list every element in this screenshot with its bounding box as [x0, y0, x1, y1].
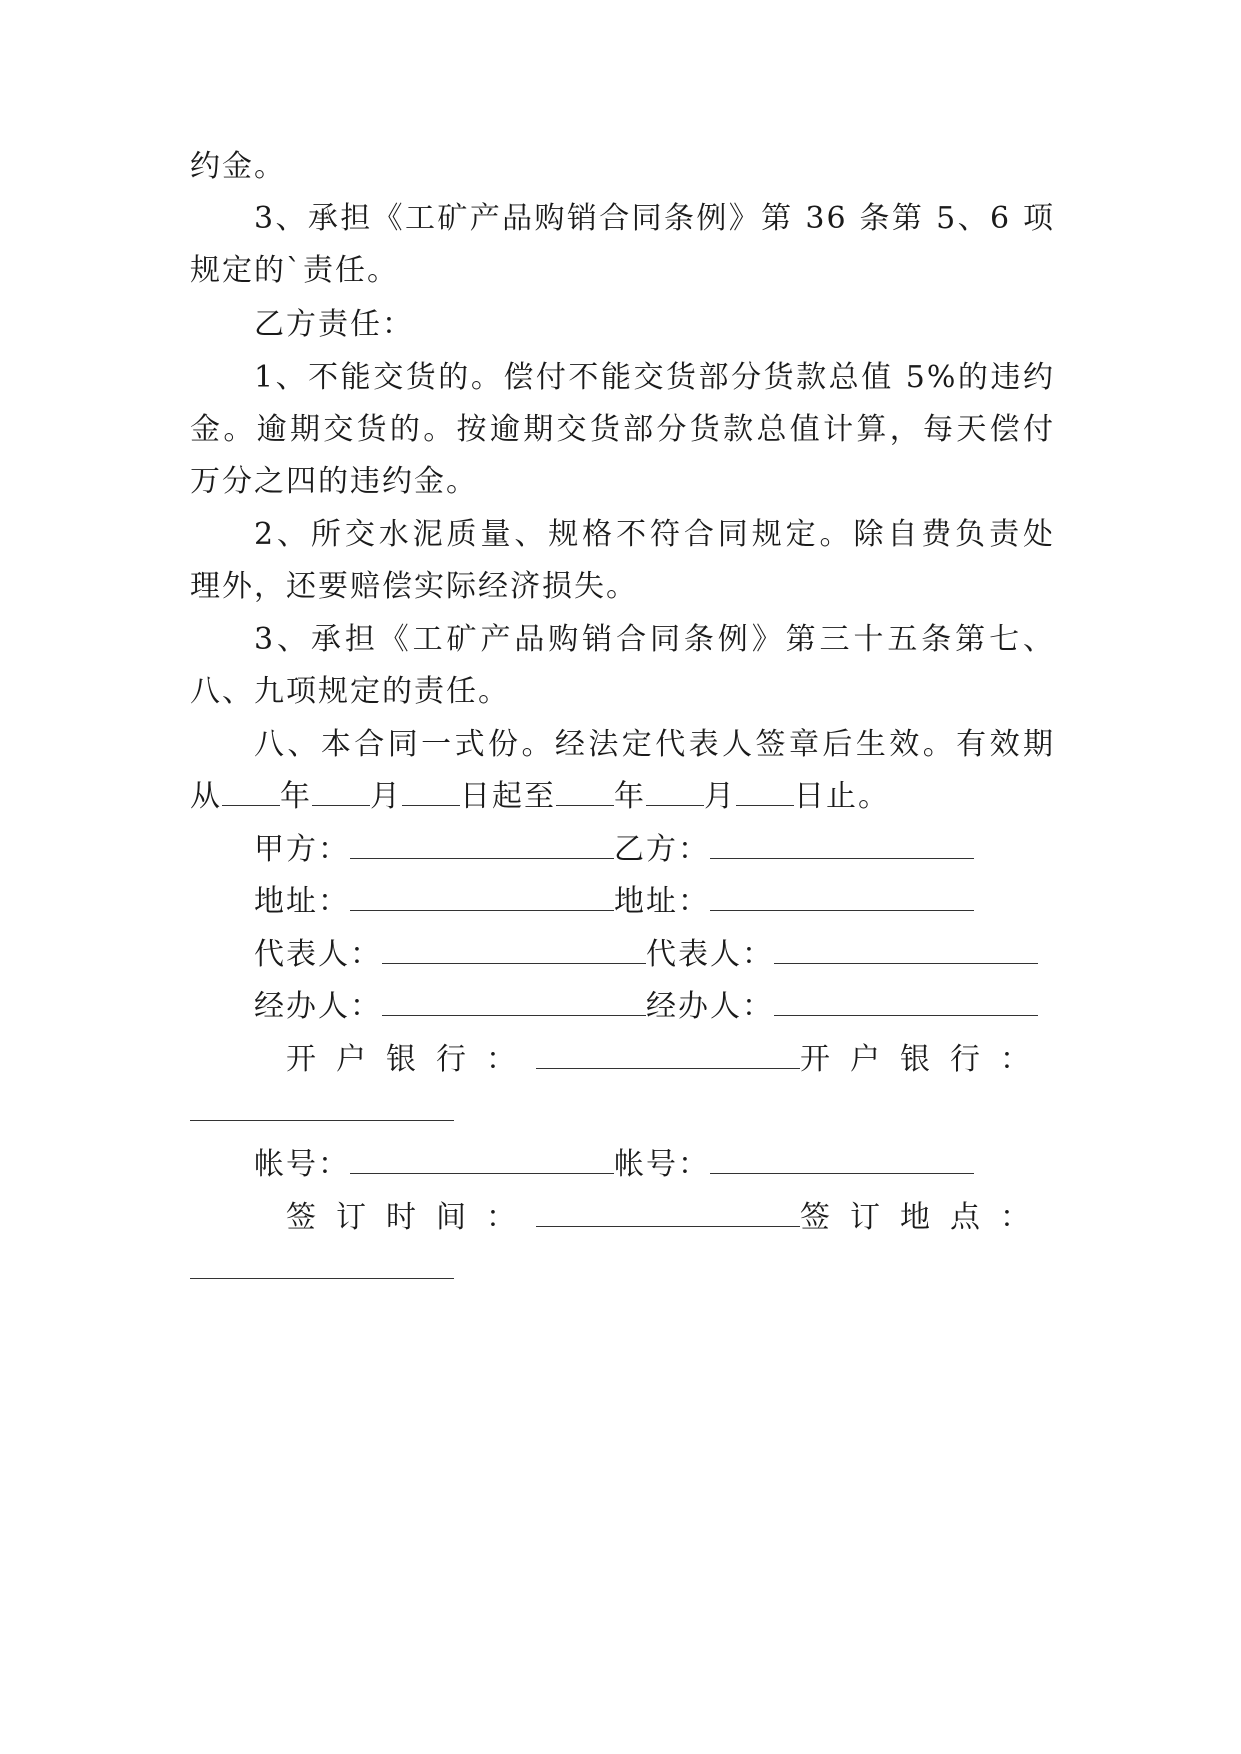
- validity-day-1: 日起至: [460, 779, 556, 814]
- paragraph-line: 1、不能交货的。偿付不能交货部分货款总值 5%的违约: [254, 360, 1055, 395]
- rep-a-label: 代表人：: [254, 937, 382, 972]
- validity-year-2: 年: [614, 779, 646, 814]
- paragraph-line: 八、本合同一式份。经法定代表人签章后生效。有效期: [254, 727, 1055, 762]
- rep-b-label: 代表人：: [646, 937, 774, 972]
- sign-place-label: 签订地点：: [800, 1200, 1050, 1235]
- blank-field: [536, 1200, 800, 1227]
- sign-place-blank: [190, 1278, 454, 1279]
- validity-period-line: [190, 778, 1055, 816]
- paragraph-line: 理外，还要赔偿实际经济损失。: [190, 569, 638, 604]
- blank-field: [350, 884, 614, 911]
- blank-field: [350, 832, 614, 859]
- blank-field: [350, 1147, 614, 1174]
- blank-field: [774, 989, 1038, 1016]
- address-b-label: 地址：: [614, 884, 710, 919]
- blank-field: [646, 779, 704, 806]
- blank-field: [222, 779, 280, 806]
- handler-b-label: 经办人：: [646, 989, 774, 1024]
- paragraph-line: 万分之四的违约金。: [190, 464, 478, 499]
- paragraph-line: 3、承担《工矿产品购销合同条例》第 36 条第 5、6 项: [254, 201, 1055, 236]
- address-a-label: 地址：: [254, 884, 350, 919]
- blank-field: [710, 1147, 974, 1174]
- party-a-label: 甲方：: [254, 832, 350, 867]
- paragraph-line: 2、所交水泥质量、规格不符合同规定。除自费负责处: [254, 517, 1055, 552]
- blank-field: [382, 937, 646, 964]
- validity-day-2: 日止。: [794, 779, 890, 814]
- validity-month-2: 月: [704, 779, 736, 814]
- handler-a-label: 经办人：: [254, 989, 382, 1024]
- blank-field: [736, 779, 794, 806]
- blank-field: [402, 779, 460, 806]
- party-line: [254, 831, 1055, 869]
- validity-month-1: 月: [370, 779, 402, 814]
- blank-field: [312, 779, 370, 806]
- blank-field: [382, 989, 646, 1016]
- handler-line: [254, 988, 1055, 1026]
- bank-b-label: 开户银行：: [800, 1042, 1050, 1077]
- blank-field: [556, 779, 614, 806]
- bank-line: [286, 1041, 1055, 1079]
- blank-field: [710, 884, 974, 911]
- account-a-label: 帐号：: [254, 1147, 350, 1182]
- party-b-label: 乙方：: [614, 832, 710, 867]
- blank-field: [774, 937, 1038, 964]
- bank-a-label: 开户银行：: [286, 1042, 536, 1077]
- paragraph-line: 3、承担《工矿产品购销合同条例》第三十五条第七、: [254, 622, 1055, 657]
- paragraph-line: 规定的`责任。: [190, 253, 399, 288]
- validity-from: 从: [190, 779, 222, 814]
- paragraph-line: 八、九项规定的责任。: [190, 674, 510, 709]
- paragraph-line: 金。逾期交货的。按逾期交货部分货款总值计算，每天偿付: [190, 412, 1055, 447]
- account-b-label: 帐号：: [614, 1147, 710, 1182]
- validity-year-1: 年: [280, 779, 312, 814]
- blank-field: [710, 832, 974, 859]
- paragraph-line: 约金。: [190, 149, 286, 184]
- account-line: [254, 1146, 1055, 1184]
- bank-b-blank: [190, 1120, 454, 1121]
- section-heading: 乙方责任：: [254, 307, 414, 342]
- signing-line: [286, 1199, 1055, 1237]
- address-line: [254, 883, 1055, 921]
- blank-field: [536, 1042, 800, 1069]
- representative-line: [254, 936, 1055, 974]
- sign-time-label: 签订时间：: [286, 1200, 536, 1235]
